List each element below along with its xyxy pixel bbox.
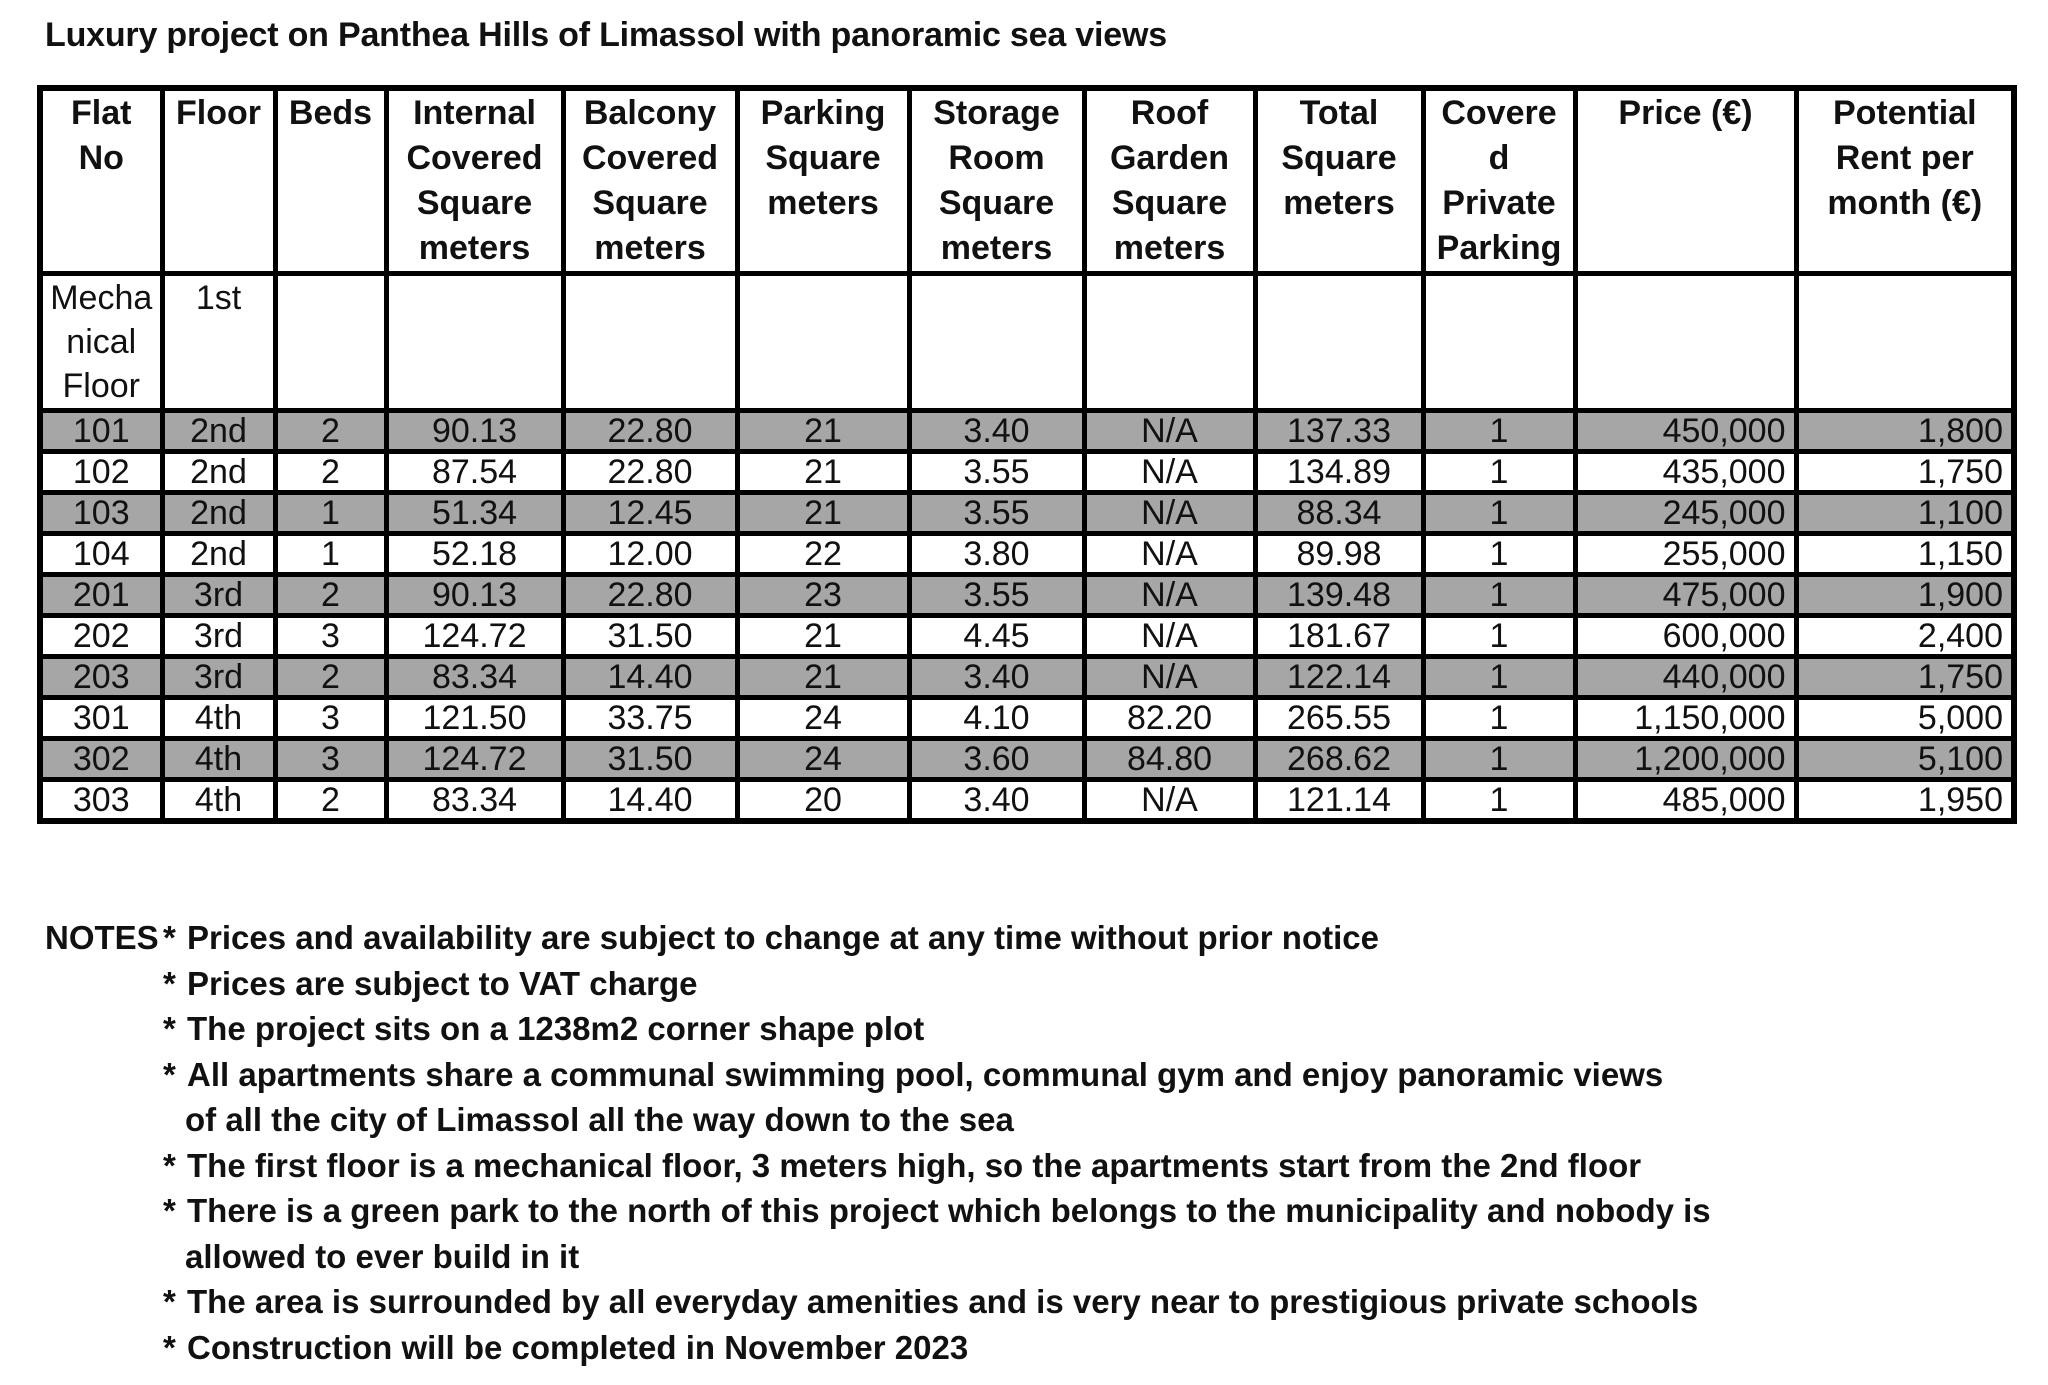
cell-beds: 3 <box>275 698 386 739</box>
cell-flat-no: 303 <box>40 780 162 822</box>
cell-storage-sqm: 4.10 <box>909 698 1084 739</box>
cell-potential-rent: 1,100 <box>1796 493 2014 534</box>
cell-roof-garden-sqm: N/A <box>1084 780 1255 822</box>
table-row <box>40 698 2014 739</box>
cell-flat-no: 103 <box>40 493 162 534</box>
table-row <box>40 575 2014 616</box>
column-header-internal-sqm: Internal Covered Square meters <box>386 88 563 274</box>
bullet-asterisk-icon: * <box>163 1146 176 1184</box>
cell-balcony-sqm: 22.80 <box>563 452 737 493</box>
note-text: Prices are subject to VAT charge <box>187 964 698 1002</box>
cell-flat-no: 101 <box>40 411 162 452</box>
bullet-asterisk-icon: * <box>163 1055 176 1093</box>
table-row <box>40 452 2014 493</box>
cell-total-sqm: 121.14 <box>1255 780 1423 822</box>
cell-potential-rent: 1,750 <box>1796 657 2014 698</box>
cell-internal-sqm: 51.34 <box>386 493 563 534</box>
cell-storage-sqm: 3.40 <box>909 657 1084 698</box>
cell-beds: 1 <box>275 534 386 575</box>
units-table <box>37 85 2017 824</box>
cell-balcony-sqm: 33.75 <box>563 698 737 739</box>
table-row <box>40 534 2014 575</box>
cell-storage-sqm: 4.45 <box>909 616 1084 657</box>
cell-price: 485,000 <box>1575 780 1796 822</box>
column-header-storage-sqm: Storage Room Square meters <box>909 88 1084 274</box>
cell-roof-garden-sqm: 82.20 <box>1084 698 1255 739</box>
cell-parking-sqm: 24 <box>737 698 909 739</box>
cell-flat-no: 301 <box>40 698 162 739</box>
cell-internal-sqm: 83.34 <box>386 780 563 822</box>
notes-section <box>45 915 1711 1370</box>
cell-price: 450,000 <box>1575 411 1796 452</box>
cell-parking-sqm: 21 <box>737 657 909 698</box>
cell-balcony-sqm: 31.50 <box>563 616 737 657</box>
cell-flat-no: 104 <box>40 534 162 575</box>
cell-internal-sqm: 121.50 <box>386 698 563 739</box>
cell-potential-rent: 1,150 <box>1796 534 2014 575</box>
cell-parking-sqm: 21 <box>737 493 909 534</box>
cell-potential-rent: 5,100 <box>1796 739 2014 780</box>
column-header-price: Price (€) <box>1575 88 1796 274</box>
note-item <box>163 1188 1711 1279</box>
cell-beds: 2 <box>275 452 386 493</box>
document-title: Luxury project on Panthea Hills of Limassol with panoramic sea views <box>45 16 1167 54</box>
cell-balcony-sqm: 12.00 <box>563 534 737 575</box>
cell-covered-parking: 1 <box>1423 657 1575 698</box>
cell-flat-no: 201 <box>40 575 162 616</box>
cell-storage-sqm: 3.55 <box>909 452 1084 493</box>
cell-floor: 3rd <box>162 657 275 698</box>
cell-total-sqm: 137.33 <box>1255 411 1423 452</box>
cell-total-sqm: 265.55 <box>1255 698 1423 739</box>
cell-total-sqm: 122.14 <box>1255 657 1423 698</box>
cell-floor: 4th <box>162 780 275 822</box>
cell-floor: 2nd <box>162 452 275 493</box>
cell-flat-no: 102 <box>40 452 162 493</box>
table-row-mechanical-floor <box>40 274 2014 411</box>
cell-price: 245,000 <box>1575 493 1796 534</box>
cell-covered-parking: 1 <box>1423 780 1575 822</box>
cell-flat-no: 203 <box>40 657 162 698</box>
cell-roof-garden-sqm: 84.80 <box>1084 739 1255 780</box>
cell-parking-sqm: 21 <box>737 616 909 657</box>
cell-beds: 2 <box>275 575 386 616</box>
note-text-continuation: of all the city of Limassol all the way down to the sea <box>185 1101 1014 1138</box>
cell-flat-no: 202 <box>40 616 162 657</box>
cell-potential-rent: 1,950 <box>1796 780 2014 822</box>
cell-roof-garden-sqm: N/A <box>1084 534 1255 575</box>
cell-internal-sqm <box>386 274 563 411</box>
table-row <box>40 616 2014 657</box>
cell-internal-sqm: 90.13 <box>386 411 563 452</box>
cell-covered-parking: 1 <box>1423 575 1575 616</box>
cell-storage-sqm: 3.55 <box>909 575 1084 616</box>
cell-roof-garden-sqm <box>1084 274 1255 411</box>
cell-balcony-sqm: 22.80 <box>563 411 737 452</box>
cell-roof-garden-sqm: N/A <box>1084 493 1255 534</box>
cell-storage-sqm <box>909 274 1084 411</box>
cell-internal-sqm: 90.13 <box>386 575 563 616</box>
table-row <box>40 780 2014 822</box>
cell-beds <box>275 274 386 411</box>
cell-parking-sqm: 22 <box>737 534 909 575</box>
column-header-parking-sqm: Parking Square meters <box>737 88 909 274</box>
note-text: All apartments share a communal swimming pool, communal gym and enjoy panoramic views <box>187 1055 1664 1093</box>
cell-total-sqm: 181.67 <box>1255 616 1423 657</box>
cell-total-sqm: 268.62 <box>1255 739 1423 780</box>
cell-parking-sqm <box>737 274 909 411</box>
bullet-asterisk-icon: * <box>163 964 176 1002</box>
cell-parking-sqm: 21 <box>737 452 909 493</box>
note-text: The project sits on a 1238m2 corner shape plot <box>187 1010 925 1047</box>
cell-balcony-sqm: 14.40 <box>563 780 737 822</box>
cell-internal-sqm: 124.72 <box>386 616 563 657</box>
cell-internal-sqm: 52.18 <box>386 534 563 575</box>
bullet-asterisk-icon: * <box>163 1283 176 1320</box>
cell-roof-garden-sqm: N/A <box>1084 575 1255 616</box>
cell-balcony-sqm <box>563 274 737 411</box>
column-header-balcony-sqm: Balcony Covered Square meters <box>563 88 737 274</box>
cell-total-sqm: 134.89 <box>1255 452 1423 493</box>
cell-price: 600,000 <box>1575 616 1796 657</box>
column-header-covered-parking: Covere d Private Parking <box>1423 88 1575 274</box>
cell-balcony-sqm: 14.40 <box>563 657 737 698</box>
note-item <box>163 961 1711 1007</box>
cell-covered-parking: 1 <box>1423 411 1575 452</box>
cell-beds: 2 <box>275 411 386 452</box>
cell-beds: 2 <box>275 780 386 822</box>
cell-floor: 4th <box>162 739 275 780</box>
table-row <box>40 411 2014 452</box>
cell-beds: 1 <box>275 493 386 534</box>
bullet-asterisk-icon: * <box>163 1010 176 1047</box>
cell-total-sqm: 139.48 <box>1255 575 1423 616</box>
cell-covered-parking <box>1423 274 1575 411</box>
note-item <box>163 1325 1711 1371</box>
cell-floor: 2nd <box>162 411 275 452</box>
note-text: There is a green park to the north of this project which belongs to the municipality and nobody is <box>187 1192 1711 1229</box>
note-text: The area is surrounded by all everyday amenities and is very near to prestigious private schools <box>187 1283 1699 1320</box>
column-header-potential-rent: Potential Rent per month (€) <box>1796 88 2014 274</box>
cell-floor: 3rd <box>162 575 275 616</box>
table-row <box>40 657 2014 698</box>
column-header-floor: Floor <box>162 88 275 274</box>
table-row <box>40 739 2014 780</box>
cell-flat-no: 302 <box>40 739 162 780</box>
cell-beds: 3 <box>275 739 386 780</box>
cell-covered-parking: 1 <box>1423 534 1575 575</box>
cell-price: 475,000 <box>1575 575 1796 616</box>
cell-price: 1,200,000 <box>1575 739 1796 780</box>
cell-balcony-sqm: 12.45 <box>563 493 737 534</box>
cell-flat-no: Mecha nical Floor <box>40 274 162 411</box>
cell-potential-rent: 1,800 <box>1796 411 2014 452</box>
cell-covered-parking: 1 <box>1423 493 1575 534</box>
note-item <box>163 1279 1711 1325</box>
cell-parking-sqm: 21 <box>737 411 909 452</box>
table-header-row <box>40 88 2014 274</box>
cell-roof-garden-sqm: N/A <box>1084 657 1255 698</box>
cell-parking-sqm: 24 <box>737 739 909 780</box>
cell-floor: 2nd <box>162 493 275 534</box>
cell-parking-sqm: 23 <box>737 575 909 616</box>
cell-beds: 3 <box>275 616 386 657</box>
cell-price: 440,000 <box>1575 657 1796 698</box>
cell-total-sqm: 89.98 <box>1255 534 1423 575</box>
column-header-beds: Beds <box>275 88 386 274</box>
cell-covered-parking: 1 <box>1423 739 1575 780</box>
cell-price: 1,150,000 <box>1575 698 1796 739</box>
note-item <box>163 915 1711 961</box>
cell-internal-sqm: 83.34 <box>386 657 563 698</box>
note-text: Construction will be completed in November 2023 <box>187 1328 969 1366</box>
note-text: The first floor is a mechanical floor, 3 meters high, so the apartments start from the 2nd floor <box>187 1146 1642 1184</box>
cell-balcony-sqm: 31.50 <box>563 739 737 780</box>
cell-total-sqm: 88.34 <box>1255 493 1423 534</box>
cell-parking-sqm: 20 <box>737 780 909 822</box>
cell-balcony-sqm: 22.80 <box>563 575 737 616</box>
cell-covered-parking: 1 <box>1423 616 1575 657</box>
cell-beds: 2 <box>275 657 386 698</box>
note-item <box>163 1052 1711 1143</box>
cell-potential-rent: 1,750 <box>1796 452 2014 493</box>
cell-internal-sqm: 87.54 <box>386 452 563 493</box>
column-header-total-sqm: Total Square meters <box>1255 88 1423 274</box>
cell-potential-rent <box>1796 274 2014 411</box>
notes-list <box>45 915 1711 1370</box>
cell-floor: 2nd <box>162 534 275 575</box>
notes-label: NOTES <box>45 919 159 956</box>
cell-covered-parking: 1 <box>1423 698 1575 739</box>
note-item <box>163 1006 1711 1052</box>
note-item <box>163 1143 1711 1189</box>
cell-price: 255,000 <box>1575 534 1796 575</box>
cell-potential-rent: 2,400 <box>1796 616 2014 657</box>
bullet-asterisk-icon: * <box>163 1328 176 1366</box>
note-text-continuation: allowed to ever build in it <box>185 1237 580 1275</box>
cell-internal-sqm: 124.72 <box>386 739 563 780</box>
cell-floor: 1st <box>162 274 275 411</box>
cell-storage-sqm: 3.60 <box>909 739 1084 780</box>
cell-price: 435,000 <box>1575 452 1796 493</box>
cell-roof-garden-sqm: N/A <box>1084 411 1255 452</box>
cell-floor: 4th <box>162 698 275 739</box>
cell-floor: 3rd <box>162 616 275 657</box>
cell-potential-rent: 1,900 <box>1796 575 2014 616</box>
column-header-roof-garden-sqm: Roof Garden Square meters <box>1084 88 1255 274</box>
column-header-flat-no: Flat No <box>40 88 162 274</box>
cell-total-sqm <box>1255 274 1423 411</box>
cell-covered-parking: 1 <box>1423 452 1575 493</box>
bullet-asterisk-icon: * <box>163 1192 176 1229</box>
cell-storage-sqm: 3.80 <box>909 534 1084 575</box>
note-text: Prices and availability are subject to change at any time without prior notice <box>187 919 1379 956</box>
cell-roof-garden-sqm: N/A <box>1084 616 1255 657</box>
cell-storage-sqm: 3.40 <box>909 780 1084 822</box>
cell-roof-garden-sqm: N/A <box>1084 452 1255 493</box>
bullet-asterisk-icon: * <box>163 919 176 956</box>
cell-price <box>1575 274 1796 411</box>
cell-storage-sqm: 3.55 <box>909 493 1084 534</box>
cell-potential-rent: 5,000 <box>1796 698 2014 739</box>
table-row <box>40 493 2014 534</box>
cell-storage-sqm: 3.40 <box>909 411 1084 452</box>
